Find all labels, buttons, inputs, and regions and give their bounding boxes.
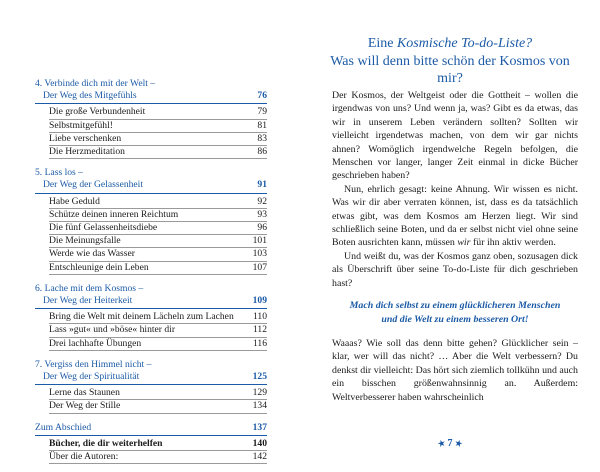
- toc-section-title-line1: 5. Lass los –: [35, 167, 83, 179]
- toc-entry-page: 140: [252, 437, 267, 449]
- toc-section-page: 91: [257, 179, 267, 191]
- toc-entry[interactable]: [49, 196, 267, 209]
- toc-section-title-line2: Der Weg der Heiterkeit: [43, 295, 133, 307]
- toc-section-title-row[interactable]: [35, 295, 267, 309]
- toc-entry[interactable]: [49, 311, 267, 324]
- toc-section: [35, 359, 267, 414]
- table-of-contents: [35, 78, 267, 472]
- toc-section-title-line2: Der Weg der Gelassenheit: [43, 179, 144, 191]
- toc-entry-page: 110: [252, 311, 267, 323]
- toc-section-title-line1: 7. Vergiss den Himmel nicht –: [35, 358, 152, 370]
- toc-entry[interactable]: [49, 451, 267, 464]
- toc-entry-page: 107: [252, 261, 267, 273]
- toc-final-title: Zum Abschied: [35, 421, 92, 433]
- toc-entry-title: Selbstmitgefühl!: [49, 119, 113, 131]
- toc-entry-title: Der Weg der Stille: [49, 400, 121, 412]
- toc-section-final: [35, 422, 267, 465]
- toc-entry-title: Lerne das Staunen: [49, 387, 120, 399]
- toc-section-page: 125: [252, 371, 267, 383]
- toc-entry-page: 93: [257, 208, 267, 220]
- toc-entry-page: 96: [257, 222, 267, 234]
- toc-entry[interactable]: [49, 222, 267, 235]
- toc-section-title-row[interactable]: [35, 179, 267, 193]
- star-icon: ★: [436, 438, 447, 449]
- toc-section-page: 109: [252, 295, 267, 307]
- toc-entry-title: Die Meinungsfalle: [49, 235, 121, 247]
- toc-entry-title: Die Herzmeditation: [49, 146, 125, 158]
- toc-entry-title: Liebe verschenken: [49, 132, 122, 144]
- heading-subtitle: Was will denn bitte schön der Kosmos von mir?: [330, 53, 570, 86]
- toc-entry-title: Bücher, die dir weiterhelfen: [49, 437, 163, 449]
- toc-entry[interactable]: [49, 209, 267, 222]
- toc-entry[interactable]: [49, 338, 267, 351]
- toc-section-title-row[interactable]: [35, 422, 267, 436]
- paragraph-2-emphasis: wir: [457, 237, 471, 249]
- toc-entry[interactable]: [49, 248, 267, 261]
- toc-entry[interactable]: [49, 106, 267, 119]
- toc-entry-page: 92: [257, 195, 267, 207]
- toc-entry[interactable]: [49, 235, 267, 248]
- toc-entry-title: Habe Geduld: [49, 195, 100, 207]
- highlight-quote: Mach dich selbst zu einem glücklicheren Menschen und die Welt zu einem besseren Ort!: [349, 300, 561, 325]
- toc-entry[interactable]: [49, 387, 267, 400]
- right-page: [300, 0, 600, 467]
- toc-entry-page: 81: [257, 119, 267, 131]
- toc-entry[interactable]: [49, 133, 267, 146]
- toc-entry-page: 142: [252, 451, 267, 463]
- toc-entry-page: 129: [252, 387, 267, 399]
- toc-section-title-line1: 6. Lache mit dem Kosmos –: [35, 282, 144, 294]
- left-page: [0, 0, 300, 467]
- toc-entry-page: 112: [252, 324, 267, 336]
- toc-section-title-line2: Der Weg des Mitgefühls: [43, 90, 137, 102]
- page-number-footer: [300, 438, 600, 449]
- toc-entry[interactable]: [49, 400, 267, 413]
- toc-entry-title: Schütze deinen inneren Reichtum: [49, 208, 179, 220]
- chapter-heading: [330, 35, 570, 88]
- paragraph-1: Der Kosmos, der Weltgeist oder die Gottheit – wollen die irgendwas von uns? Und wenn ja, was? Gibt es da etwas, das wir in unserem Leben verändern sollten? Sollten wir vielleicht irgendetwas machen, von dem wir gar nichts ahnen? Womöglich irgendwelche Regeln befolgen, die Menschen vor langer, langer Zeit einmal in dicke Bücher geschrieben haben?: [332, 90, 578, 182]
- toc-entry[interactable]: [49, 438, 267, 451]
- toc-entry-title: Bring die Welt mit deinem Lächeln zum Lachen: [49, 311, 234, 323]
- toc-section-title-line2: Der Weg der Spiritualität: [43, 371, 140, 383]
- paragraph-2: [332, 183, 578, 250]
- toc-entry-page: 86: [257, 146, 267, 158]
- toc-entry[interactable]: [49, 324, 267, 337]
- toc-entry-page: 79: [257, 106, 267, 118]
- page-number: 7: [447, 438, 453, 449]
- star-icon: ★: [453, 438, 464, 449]
- paragraph-3: Und weißt du, was der Kosmos ganz oben, sozusagen dick als Überschrift über seine To-do-Liste für dich geschrieben hast?: [332, 250, 578, 289]
- toc-entry-title: Die fünf Gelassenheitsdiebe: [49, 222, 158, 234]
- toc-entry[interactable]: [49, 262, 267, 275]
- paragraph-4: Waaas? Wie soll das denn bitte gehen? Glücklicher sein – klar, wer will das nicht? … Aber die Welt verbessern? Du denkst dir vielleicht: Das hört sich ziemlich tollkühn und auch ein bisschen größenwahnsinnig an. Außerdem: Weltverbesserer haben wahrscheinlich: [332, 337, 578, 403]
- toc-section-title-row[interactable]: [35, 90, 267, 104]
- toc-entry-title: Drei lachhafte Übungen: [49, 337, 142, 349]
- chapter-body: [332, 89, 578, 404]
- toc-entry-title: Werde wie das Wasser: [49, 248, 135, 260]
- toc-entry-page: 83: [257, 132, 267, 144]
- toc-entry-page: 101: [252, 235, 267, 247]
- toc-entry-title: Die große Verbundenheit: [49, 106, 146, 118]
- paragraph-2-text-b: für ihn aktiv werden.: [470, 237, 556, 249]
- toc-section-page: 76: [257, 90, 267, 102]
- toc-entry-page: 116: [252, 337, 267, 349]
- toc-section-title-line1: 4. Verbinde dich mit der Welt –: [35, 78, 156, 89]
- toc-entry-title: Lass »gut« und »böse« hinter dir: [49, 324, 176, 336]
- toc-section: [35, 78, 267, 159]
- toc-entry-title: Entschleunige dein Leben: [49, 261, 149, 273]
- toc-section: [35, 283, 267, 351]
- heading-emphasis: Kosmische To-do-Liste?: [396, 36, 533, 51]
- toc-entry[interactable]: [49, 120, 267, 133]
- toc-entry-title: Über die Autoren:: [49, 451, 119, 463]
- toc-entry-page: 103: [252, 248, 267, 260]
- toc-final-page: 137: [252, 421, 267, 433]
- paragraph-2-text-a: Nun, ehrlich gesagt: keine Ahnung. Wir wissen es nicht. Was wir dir aber verraten können, ist, dass es da tatsächlich etwas gibt, was dem Kosmos am Herzen liegt. Wir sind schließlich seine Boten, und da er selbst nicht viel ohne seine Boten ausrichten kann, müssen: [332, 183, 578, 249]
- toc-entry-page: 134: [252, 400, 267, 412]
- toc-entry[interactable]: [49, 146, 267, 159]
- toc-section: [35, 167, 267, 275]
- toc-section-title-row[interactable]: [35, 371, 267, 385]
- heading-prefix: Eine: [367, 36, 397, 51]
